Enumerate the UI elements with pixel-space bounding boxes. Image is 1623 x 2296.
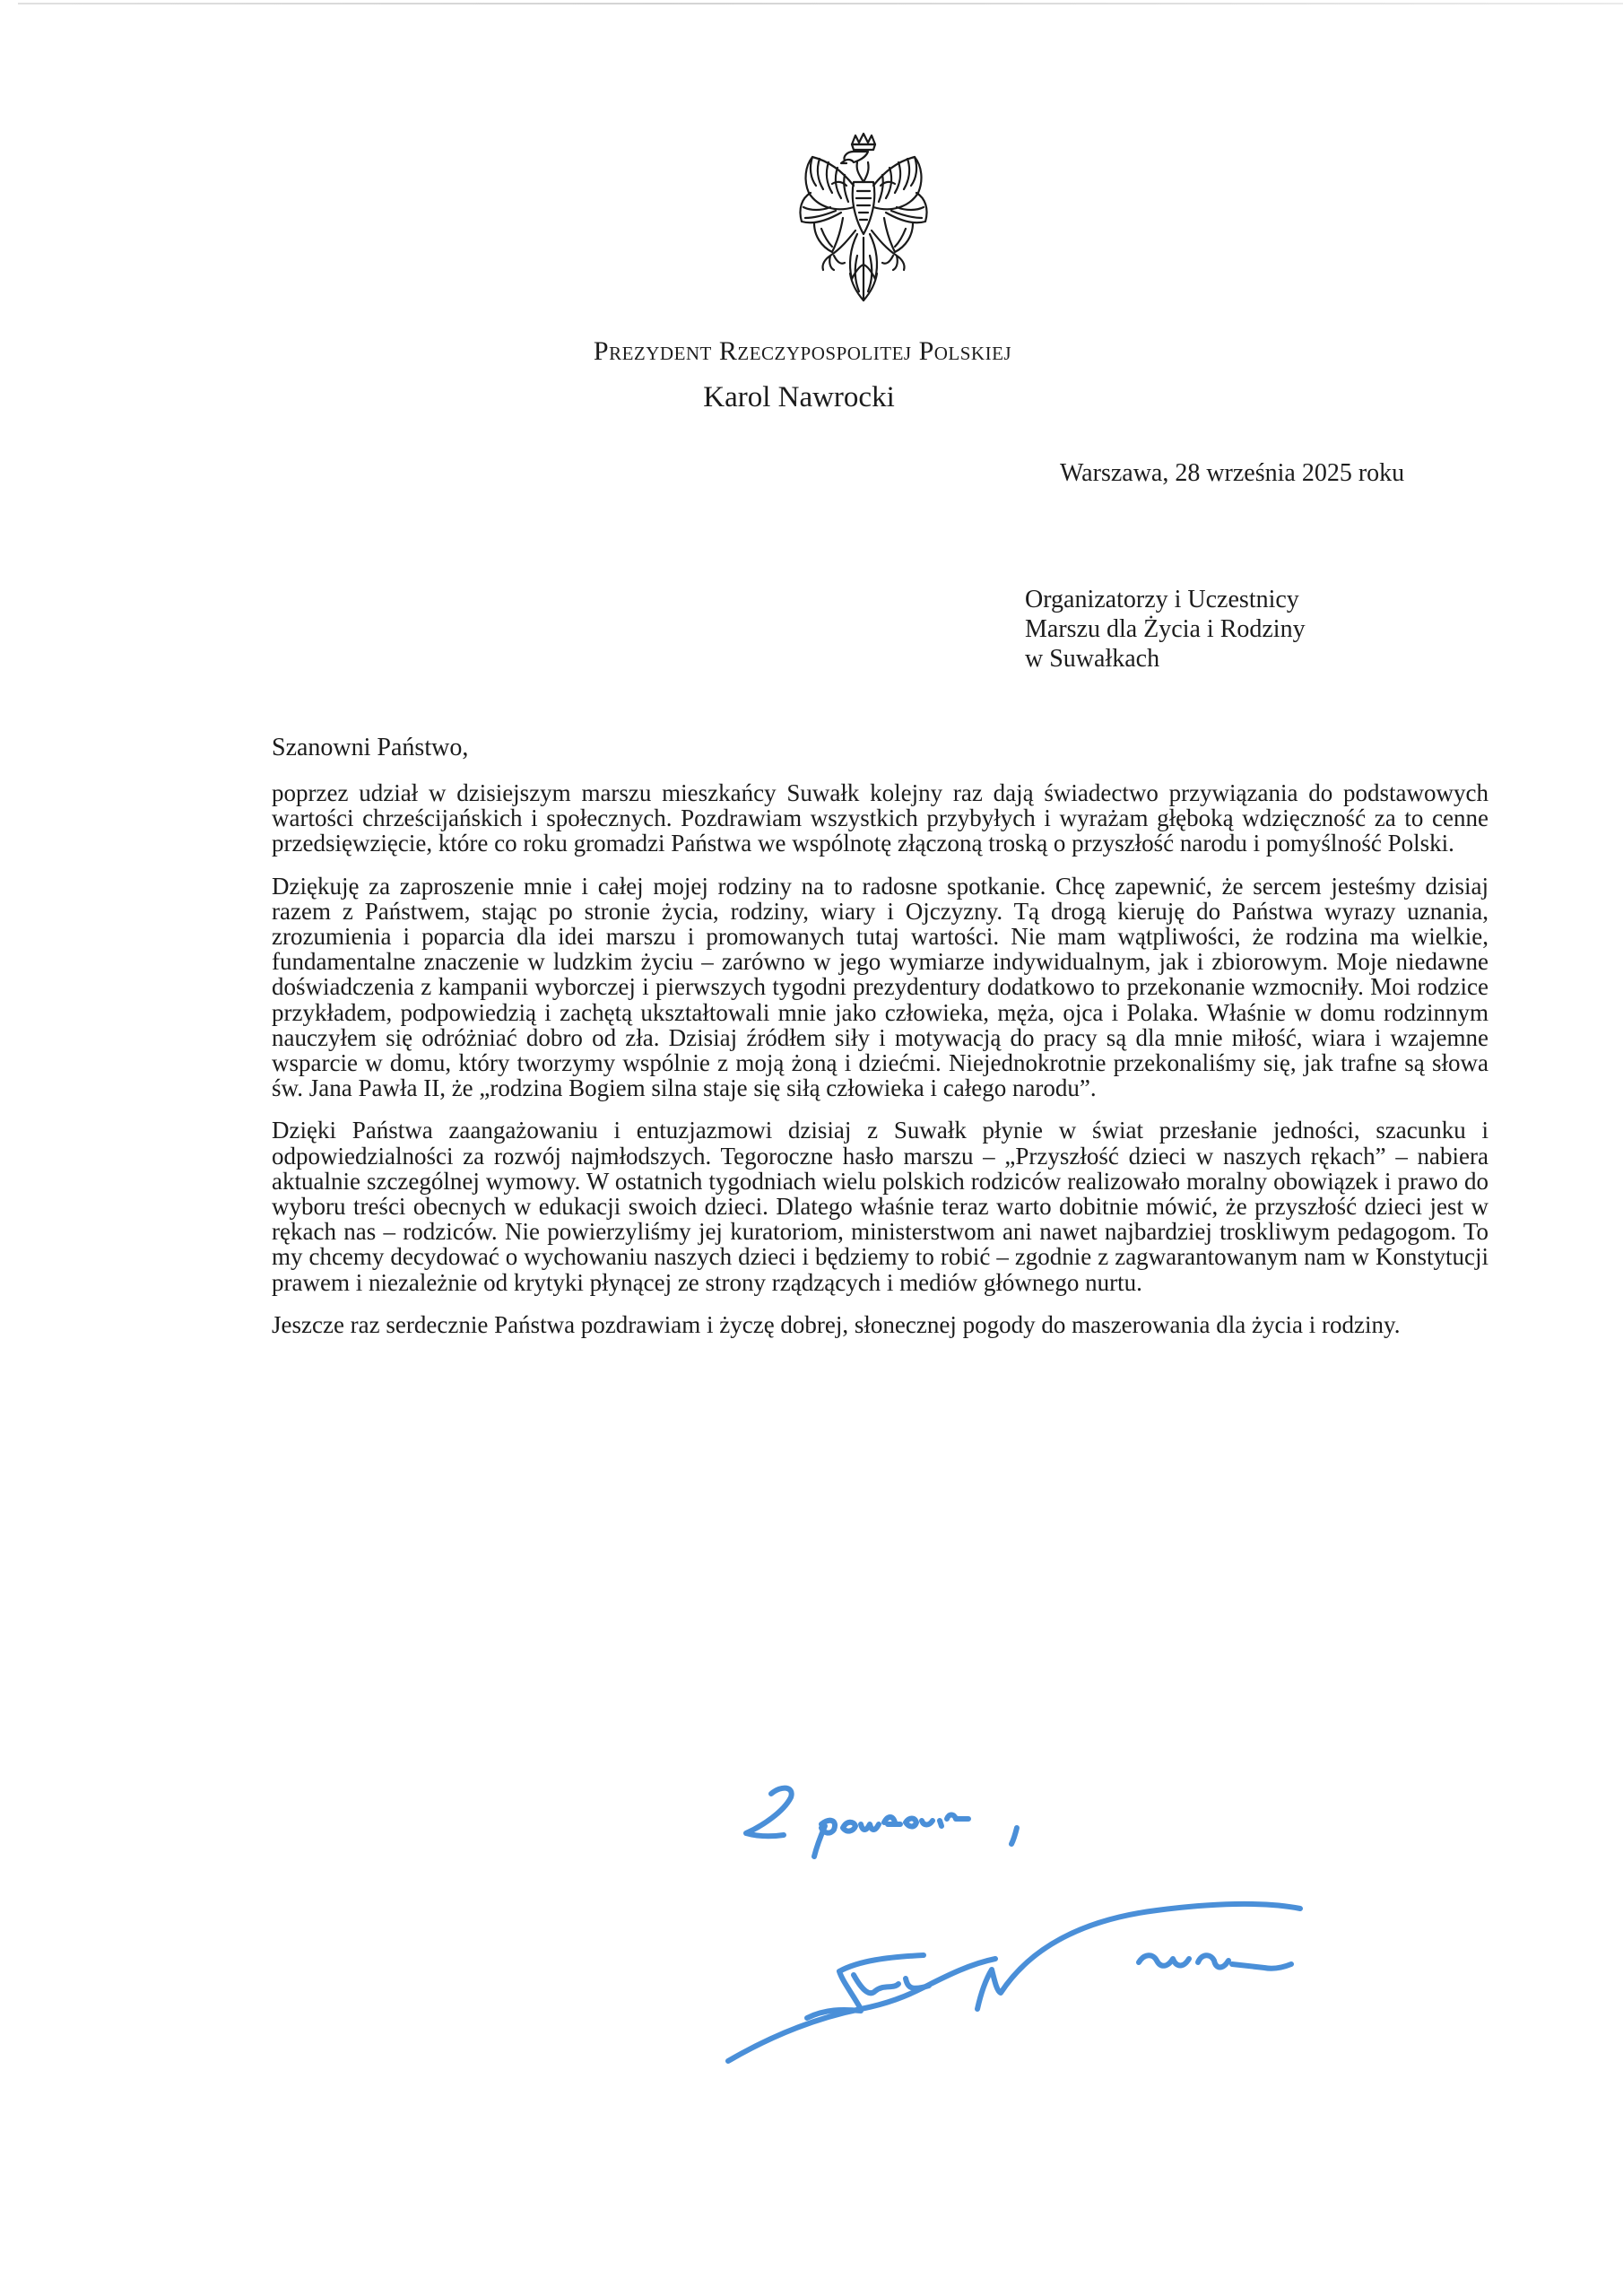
- scan-edge: [18, 3, 1623, 4]
- paragraph: poprzez udział w dzisiejszym marszu mieszkańcy Suwałk kolejny raz dają świadectwo przywiązania do podstawowych wartości chrześcijańskich i społecznych. Pozdrawiam wszystkich przybyłych i wyrażam głęboką wdzięczność za to cenne przedsięwzięcie, które co roku gromadzi Państwa we wspólnotę złączoną troską o przyszłość narodu i pomyślność Polski.: [272, 779, 1488, 857]
- letter-body: [272, 780, 1488, 1354]
- date-line: Warszawa, 28 września 2025 roku: [1060, 459, 1405, 487]
- recipient-line: w Suwałkach: [1025, 645, 1160, 673]
- eagle-emblem-icon: [778, 130, 949, 309]
- paragraph: Dziękuję za zaproszenie mnie i całej mojej rodziny na to radosne spotkanie. Chcę zapewnić, że sercem jesteśmy dzisiaj razem z Państwem, stając po stronie życia, rodziny, wiary i Ojczyzny. Tą drogą kieruję do Państwa wyrazy uznania, zrozumienia i poparcia dla idei marszu i promowanych tutaj wartości. Nie mam wątpliwości, że rodzina ma wielkie, fundamentalne znaczenie w ludzkim życiu – zarówno w jego wymiarze indywidualnym, jak i zbiorowym. Moje niedawne doświadczenia z kampanii wyborczej i pierwszych tygodni prezydentury dodatkowo to przekonanie wzmocniły. Moi rodzice przykładem, podpowiedzią i zachętą ukształtowali mnie jako człowieka, męża, ojca i Polaka. Właśnie w domu rodzinnym nauczyłem się odróżniać dobro od zła. Dzisiaj źródłem siły i motywacją do pracy są dla mnie miłość, wiara i wzajemne wsparcie w domu, który tworzymy wspólnie z moją żoną i dziećmi. Niejednokrotnie przekonaliśmy się, jak trafne są słowa św. Jana Pawła II, że „rodzina Bogiem silna staje się siłą człowieka i całego narodu”.: [272, 872, 1488, 1102]
- paragraph: Jeszcze raz serdecznie Państwa pozdrawiam i życzę dobrej, słonecznej pogody do maszerowania dla życia i rodziny.: [272, 1310, 1401, 1338]
- letterhead-name: Karol Nawrocki: [703, 381, 895, 413]
- paragraph: Dzięki Państwa zaangażowaniu i entuzjazmowi dzisiaj z Suwałk płynie w świat przesłanie jedności, szacunku i odpowiedzialności za rozwój najmłodszych. Tegoroczne hasło marszu – „Przyszłość dzieci w naszych rękach” – nabiera aktualnie szczególnej wymowy. W ostatnich tygodniach wielu polskich rodziców realizowało moralny obowiązek i prawo do wyboru treści obecnych w edukacji swoich dzieci. Dlatego właśnie teraz warto dobitnie mówić, że przyszłość dzieci jest w rękach nas – rodziców. Nie powierzyliśmy jej kuratoriom, ministerstwom ani nawet najbardziej troskliwym pedagogom. To my chcemy decydować o wychowaniu naszych dzieci i będziemy to robić – zgodnie z zagwarantowanym nam w Konstytucji prawem i niezależnie od krytyki płynącej ze strony rządzących i mediów głównego nurtu.: [272, 1117, 1488, 1296]
- recipient-line: Organizatorzy i Uczestnicy: [1025, 586, 1299, 613]
- recipient-line: Marszu dla Życia i Rodziny: [1025, 615, 1306, 643]
- recipient-block: [1025, 585, 1306, 674]
- salutation: Szanowni Państwo,: [272, 734, 469, 761]
- handwritten-signature-icon: [708, 1749, 1426, 2072]
- letterhead-title: Prezydent Rzeczypospolitej Polskiej: [593, 336, 1012, 366]
